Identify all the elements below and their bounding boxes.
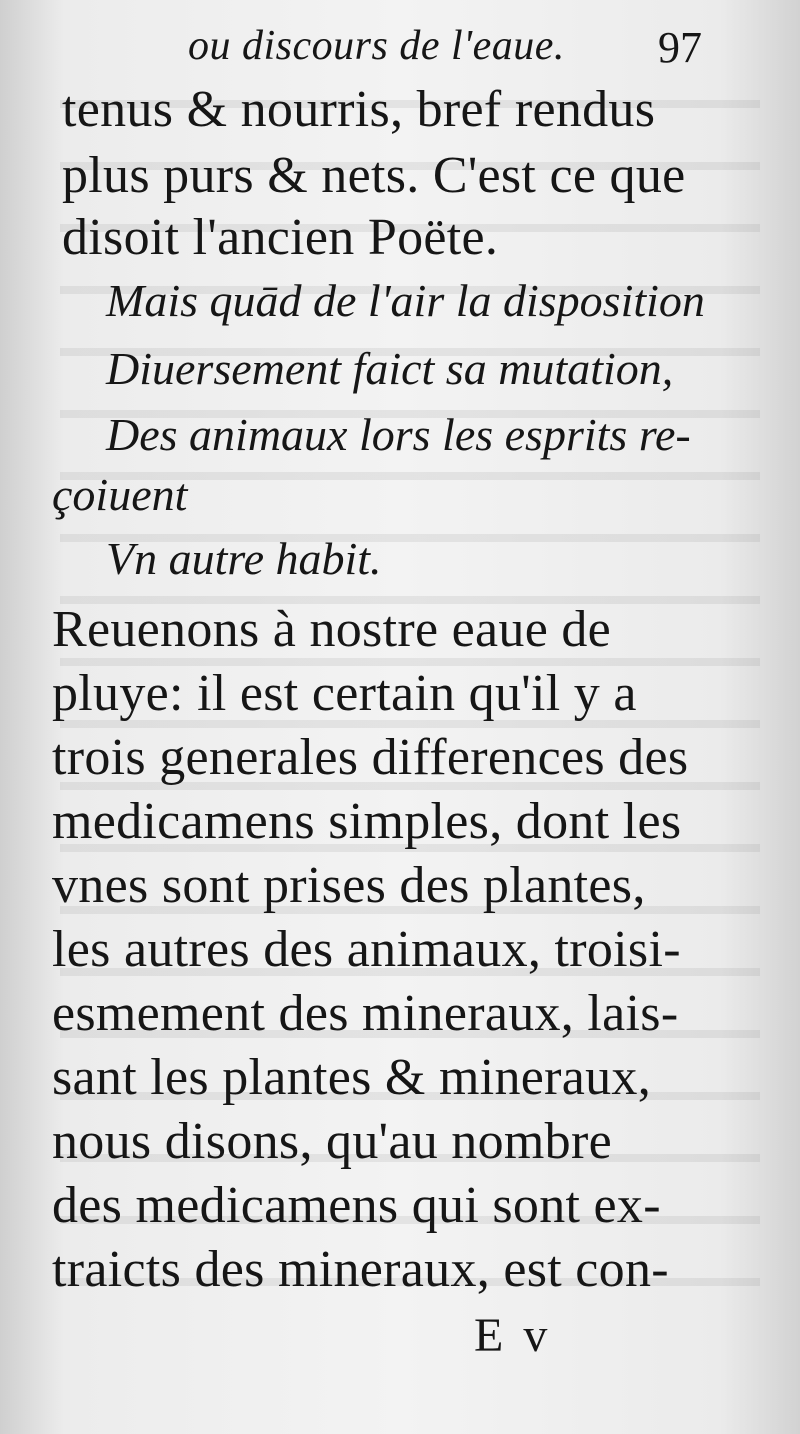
text-line: tenus & nourris, bref rendus — [62, 81, 656, 138]
verse-line: Vn autre habit. — [106, 533, 382, 584]
text-line: des medicamens qui sont ex- — [52, 1177, 661, 1234]
text-line: pluye: il est certain qu'il y a — [52, 665, 637, 722]
text-line: nous disons, qu'au nombre — [52, 1113, 612, 1170]
text-line: Reuenons à nostre eaue de — [52, 601, 612, 658]
text-line: esmement des mineraux, lais- — [52, 985, 679, 1042]
page-header — [0, 14, 800, 74]
text-line: medicamens simples, dont les — [52, 793, 682, 850]
signature-mark: E v — [474, 1309, 552, 1362]
text-line: vnes sont prises des plantes, — [52, 857, 646, 914]
verse-line: Mais quād de l'air la disposition — [106, 275, 705, 326]
page-number: 97 — [658, 23, 702, 72]
verse-line: Diuersement faict sa mutation, — [106, 343, 674, 394]
running-head: ou discours de l'eaue. — [188, 23, 565, 69]
text-line: trois generales differences des — [52, 729, 689, 786]
verse-line: Des animaux lors les esprits re- — [106, 409, 691, 460]
text-line: disoit l'ancien Poëte. — [62, 209, 499, 266]
text-line: sant les plantes & mineraux, — [52, 1049, 652, 1106]
verse-line: çoiuent — [52, 469, 188, 520]
text-line: traicts des mineraux, est con- — [52, 1241, 669, 1298]
text-line: plus purs & nets. C'est ce que — [62, 147, 686, 204]
text-line: les autres des animaux, troisi- — [52, 921, 681, 978]
